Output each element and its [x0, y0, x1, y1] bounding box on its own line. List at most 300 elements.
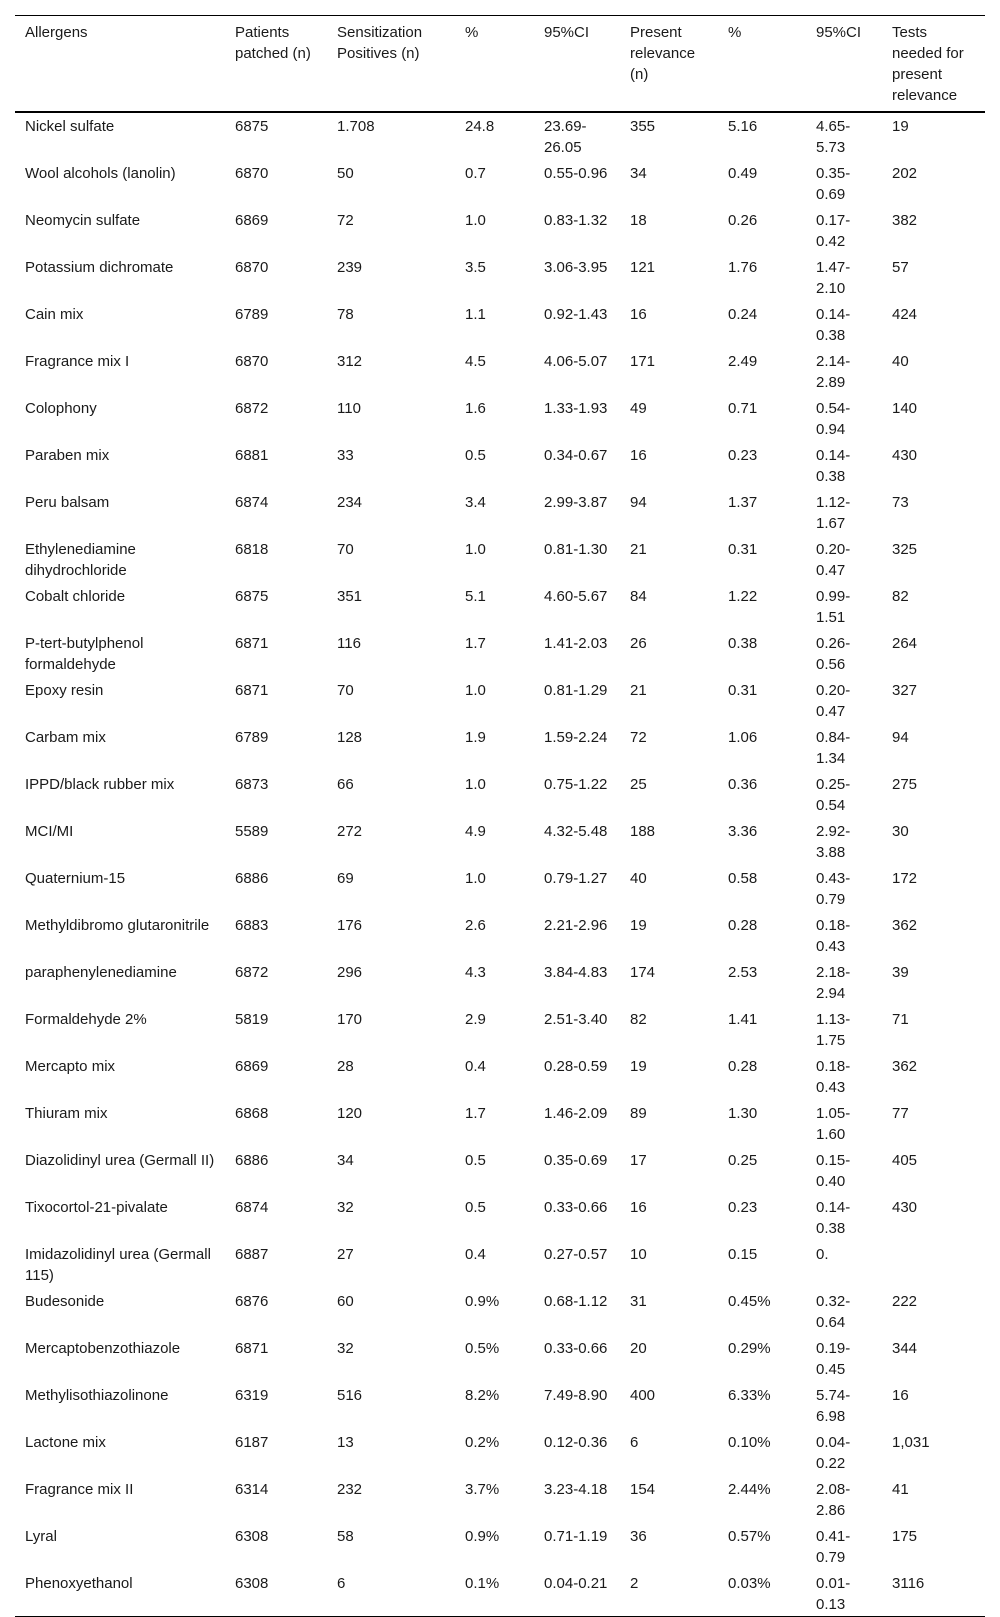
patients-patched-cell: 6871: [235, 682, 269, 699]
relevance-percent-cell: 0.24: [728, 306, 758, 323]
tests-needed-cell: 275: [892, 776, 918, 793]
sensitization-ci-cell: 4.32-5.48: [544, 823, 608, 840]
tests-needed-cell: 430: [892, 1199, 918, 1216]
sensitization-ci-cell: 0.34-0.67: [544, 447, 608, 464]
relevance-percent-cell: 0.28: [728, 917, 758, 934]
present-relevance-cell: 84: [630, 588, 647, 605]
sensitization-ci-cell: 3.84-4.83: [544, 964, 608, 981]
header-relevance-percent: %: [728, 24, 742, 41]
sensitization-percent-cell: 8.2%: [465, 1387, 500, 1404]
present-relevance-cell: 40: [630, 870, 647, 887]
patients-patched-cell: 6187: [235, 1434, 269, 1451]
patients-patched-cell: 6872: [235, 964, 269, 981]
sensitization-positives-cell: 110: [337, 400, 361, 417]
relevance-percent-cell: 0.49: [728, 165, 758, 182]
table-row: [15, 1240, 985, 1287]
relevance-percent-cell: 0.03%: [728, 1575, 771, 1592]
sensitization-positives-cell: 27: [337, 1246, 354, 1263]
present-relevance-cell: 16: [630, 1199, 647, 1216]
header-row: [15, 16, 985, 113]
patients-patched-cell: 6870: [235, 165, 269, 182]
relevance-percent-cell: 0.31: [728, 682, 758, 699]
table-row: [15, 958, 985, 1005]
sensitization-percent-cell: 4.3: [465, 964, 486, 981]
relevance-percent-cell: 0.10%: [728, 1434, 771, 1451]
sensitization-percent-cell: 2.9: [465, 1011, 486, 1028]
table-row: [15, 1146, 985, 1193]
present-relevance-cell: 25: [630, 776, 647, 793]
patients-patched-cell: 6876: [235, 1293, 269, 1310]
sensitization-percent-cell: 5.1: [465, 588, 486, 605]
sensitization-percent-cell: 24.8: [465, 118, 495, 135]
relevance-ci-cell: 0.15-0.40: [816, 1152, 851, 1190]
relevance-ci-cell: 0.01-0.13: [816, 1575, 851, 1613]
allergen-cell: Carbam mix: [25, 729, 106, 746]
allergen-cell: Diazolidinyl urea (Germall II): [25, 1152, 215, 1169]
sensitization-positives-cell: 70: [337, 541, 354, 558]
present-relevance-cell: 36: [630, 1528, 647, 1545]
allergen-table-container: [15, 15, 985, 1617]
table-row: [15, 1052, 985, 1099]
sensitization-ci-cell: 7.49-8.90: [544, 1387, 608, 1404]
present-relevance-cell: 31: [630, 1293, 647, 1310]
relevance-ci-cell: 0.99-1.51: [816, 588, 851, 626]
present-relevance-cell: 19: [630, 917, 647, 934]
sensitization-percent-cell: 1.0: [465, 212, 486, 229]
present-relevance-cell: 18: [630, 212, 647, 229]
present-relevance-cell: 355: [630, 118, 656, 135]
sensitization-positives-cell: 70: [337, 682, 354, 699]
sensitization-ci-cell: 0.68-1.12: [544, 1293, 608, 1310]
tests-needed-cell: 405: [892, 1152, 918, 1169]
present-relevance-cell: 6: [630, 1434, 639, 1451]
patients-patched-cell: 5589: [235, 823, 269, 840]
relevance-percent-cell: 0.58: [728, 870, 758, 887]
table-row: [15, 629, 985, 676]
patients-patched-cell: 6789: [235, 306, 269, 323]
sensitization-percent-cell: 0.5: [465, 1152, 486, 1169]
sensitization-ci-cell: 1.33-1.93: [544, 400, 608, 417]
table-row: [15, 1005, 985, 1052]
relevance-percent-cell: 1.22: [728, 588, 758, 605]
tests-needed-cell: 325: [892, 541, 918, 558]
sensitization-ci-cell: 0.27-0.57: [544, 1246, 608, 1263]
relevance-ci-cell: 0.19-0.45: [816, 1340, 851, 1378]
allergen-cell: Mercapto mix: [25, 1058, 116, 1075]
sensitization-ci-cell: 0.35-0.69: [544, 1152, 608, 1169]
sensitization-positives-cell: 60: [337, 1293, 354, 1310]
tests-needed-cell: 1,031: [892, 1434, 930, 1451]
table-row: [15, 112, 985, 159]
tests-needed-cell: 40: [892, 353, 909, 370]
tests-needed-cell: 3116: [892, 1575, 925, 1592]
relevance-ci-cell: 0.25-0.54: [816, 776, 851, 814]
relevance-percent-cell: 0.29%: [728, 1340, 771, 1357]
relevance-ci-cell: 0.84-1.34: [816, 729, 851, 767]
patients-patched-cell: 6873: [235, 776, 269, 793]
allergen-cell: Fragrance mix II: [25, 1481, 134, 1498]
header-present-relevance: Present relevance (n): [630, 24, 696, 83]
header-sensitization-percent: %: [465, 24, 479, 41]
sensitization-positives-cell: 58: [337, 1528, 354, 1545]
sensitization-ci-cell: 0.71-1.19: [544, 1528, 608, 1545]
patients-patched-cell: 6874: [235, 494, 269, 511]
relevance-percent-cell: 2.53: [728, 964, 758, 981]
tests-needed-cell: 344: [892, 1340, 918, 1357]
present-relevance-cell: 174: [630, 964, 656, 981]
sensitization-ci-cell: 0.75-1.22: [544, 776, 608, 793]
sensitization-ci-cell: 0.81-1.30: [544, 541, 608, 558]
sensitization-ci-cell: 2.99-3.87: [544, 494, 608, 511]
tests-needed-cell: 82: [892, 588, 909, 605]
relevance-ci-cell: 1.47-2.10: [816, 259, 851, 297]
patients-patched-cell: 6869: [235, 212, 269, 229]
sensitization-ci-cell: 23.69-26.05: [544, 118, 587, 156]
allergen-cell: Colophony: [25, 400, 97, 417]
allergen-cell: Fragrance mix I: [25, 353, 130, 370]
relevance-percent-cell: 2.44%: [728, 1481, 771, 1498]
relevance-ci-cell: 0.26-0.56: [816, 635, 851, 673]
tests-needed-cell: 19: [892, 118, 909, 135]
sensitization-positives-cell: 50: [337, 165, 354, 182]
sensitization-positives-cell: 6: [337, 1575, 346, 1592]
tests-needed-cell: 30: [892, 823, 909, 840]
sensitization-positives-cell: 72: [337, 212, 354, 229]
table-row: [15, 347, 985, 394]
sensitization-percent-cell: 0.5%: [465, 1340, 500, 1357]
tests-needed-cell: 202: [892, 165, 918, 182]
sensitization-ci-cell: 0.92-1.43: [544, 306, 608, 323]
tests-needed-cell: 94: [892, 729, 909, 746]
tests-needed-cell: 16: [892, 1387, 909, 1404]
tests-needed-cell: 71: [892, 1011, 909, 1028]
patients-patched-cell: 6871: [235, 635, 269, 652]
sensitization-positives-cell: 516: [337, 1387, 363, 1404]
present-relevance-cell: 19: [630, 1058, 647, 1075]
relevance-percent-cell: 0.57%: [728, 1528, 771, 1545]
patients-patched-cell: 6870: [235, 259, 269, 276]
sensitization-positives-cell: 312: [337, 353, 363, 370]
relevance-ci-cell: 0.14-0.38: [816, 1199, 851, 1237]
sensitization-percent-cell: 3.4: [465, 494, 486, 511]
sensitization-percent-cell: 4.5: [465, 353, 486, 370]
allergen-cell: Ethylenediamine dihydrochloride: [25, 541, 136, 579]
sensitization-percent-cell: 1.0: [465, 682, 486, 699]
relevance-ci-cell: 1.12-1.67: [816, 494, 851, 532]
sensitization-percent-cell: 1.9: [465, 729, 486, 746]
allergen-cell: Methylisothiazolinone: [25, 1387, 169, 1404]
relevance-percent-cell: 0.38: [728, 635, 758, 652]
table-row: [15, 582, 985, 629]
sensitization-positives-cell: 239: [337, 259, 363, 276]
allergen-cell: IPPD/black rubber mix: [25, 776, 175, 793]
table-row: [15, 159, 985, 206]
allergen-cell: Epoxy resin: [25, 682, 104, 699]
relevance-percent-cell: 1.30: [728, 1105, 758, 1122]
header-sensitization-positives: Sensitization Positives (n): [337, 24, 423, 62]
relevance-percent-cell: 0.25: [728, 1152, 758, 1169]
relevance-percent-cell: 2.49: [728, 353, 758, 370]
allergen-cell: Neomycin sulfate: [25, 212, 141, 229]
relevance-ci-cell: 0.18-0.43: [816, 917, 851, 955]
sensitization-ci-cell: 0.83-1.32: [544, 212, 608, 229]
tests-needed-cell: 77: [892, 1105, 909, 1122]
present-relevance-cell: 89: [630, 1105, 647, 1122]
patients-patched-cell: 6874: [235, 1199, 269, 1216]
allergen-cell: MCI/MI: [25, 823, 74, 840]
patients-patched-cell: 6314: [235, 1481, 269, 1498]
allergen-cell: Mercaptobenzothiazole: [25, 1340, 181, 1357]
patients-patched-cell: 6319: [235, 1387, 269, 1404]
sensitization-ci-cell: 0.04-0.21: [544, 1575, 608, 1592]
sensitization-percent-cell: 1.0: [465, 776, 486, 793]
tests-needed-cell: 264: [892, 635, 918, 652]
table-row: [15, 770, 985, 817]
relevance-ci-cell: 0.: [816, 1246, 829, 1263]
patients-patched-cell: 6875: [235, 588, 269, 605]
sensitization-ci-cell: 0.28-0.59: [544, 1058, 608, 1075]
header-relevance-ci: 95%CI: [816, 24, 862, 41]
relevance-ci-cell: 2.18-2.94: [816, 964, 851, 1002]
tests-needed-cell: 424: [892, 306, 918, 323]
table-row: [15, 911, 985, 958]
relevance-percent-cell: 5.16: [728, 118, 758, 135]
table-row: [15, 253, 985, 300]
present-relevance-cell: 82: [630, 1011, 647, 1028]
allergen-cell: Imidazolidinyl urea (Germall 115): [25, 1246, 211, 1284]
tests-needed-cell: 41: [892, 1481, 909, 1498]
sensitization-ci-cell: 2.21-2.96: [544, 917, 608, 934]
allergen-cell: Thiuram mix: [25, 1105, 108, 1122]
table-row: [15, 1287, 985, 1334]
relevance-percent-cell: 6.33%: [728, 1387, 771, 1404]
relevance-ci-cell: 1.13-1.75: [816, 1011, 851, 1049]
allergen-cell: Lactone mix: [25, 1434, 106, 1451]
sensitization-percent-cell: 3.7%: [465, 1481, 500, 1498]
relevance-percent-cell: 0.36: [728, 776, 758, 793]
relevance-percent-cell: 1.76: [728, 259, 758, 276]
relevance-ci-cell: 0.14-0.38: [816, 447, 851, 485]
allergen-cell: Phenoxyethanol: [25, 1575, 133, 1592]
patients-patched-cell: 6886: [235, 1152, 269, 1169]
tests-needed-cell: [882, 1240, 985, 1287]
sensitization-positives-cell: 78: [337, 306, 354, 323]
allergen-cell: Nickel sulfate: [25, 118, 115, 135]
relevance-percent-cell: 0.71: [728, 400, 758, 417]
sensitization-percent-cell: 2.6: [465, 917, 486, 934]
sensitization-ci-cell: 1.59-2.24: [544, 729, 608, 746]
relevance-percent-cell: 1.37: [728, 494, 758, 511]
table-row: [15, 1475, 985, 1522]
header-patients-patched: Patients patched (n): [235, 24, 311, 62]
patients-patched-cell: 6308: [235, 1575, 269, 1592]
sensitization-ci-cell: 0.33-0.66: [544, 1340, 608, 1357]
table-row: [15, 1428, 985, 1475]
header-tests-needed: Tests needed for present relevance: [892, 24, 964, 104]
relevance-percent-cell: 0.23: [728, 1199, 758, 1216]
sensitization-positives-cell: 296: [337, 964, 363, 981]
sensitization-ci-cell: 4.06-5.07: [544, 353, 608, 370]
allergen-cell: Quaternium-15: [25, 870, 126, 887]
allergen-cell: Formaldehyde 2%: [25, 1011, 147, 1028]
relevance-percent-cell: 0.15: [728, 1246, 758, 1263]
allergen-cell: Peru balsam: [25, 494, 110, 511]
sensitization-positives-cell: 232: [337, 1481, 363, 1498]
sensitization-positives-cell: 69: [337, 870, 354, 887]
relevance-ci-cell: 2.92-3.88: [816, 823, 851, 861]
sensitization-percent-cell: 1.6: [465, 400, 486, 417]
sensitization-percent-cell: 0.5: [465, 1199, 486, 1216]
tests-needed-cell: 140: [892, 400, 918, 417]
relevance-ci-cell: 1.05-1.60: [816, 1105, 851, 1143]
sensitization-ci-cell: 0.33-0.66: [544, 1199, 608, 1216]
relevance-ci-cell: 0.54-0.94: [816, 400, 851, 438]
present-relevance-cell: 20: [630, 1340, 647, 1357]
relevance-percent-cell: 0.45%: [728, 1293, 771, 1310]
present-relevance-cell: 154: [630, 1481, 656, 1498]
table-row: [15, 676, 985, 723]
sensitization-percent-cell: 1.0: [465, 541, 486, 558]
allergen-cell: Cobalt chloride: [25, 588, 126, 605]
patients-patched-cell: 6869: [235, 1058, 269, 1075]
sensitization-positives-cell: 33: [337, 447, 354, 464]
tests-needed-cell: 430: [892, 447, 918, 464]
table-row: [15, 817, 985, 864]
relevance-percent-cell: 3.36: [728, 823, 758, 840]
table-body: [15, 112, 985, 1617]
relevance-ci-cell: 0.20-0.47: [816, 541, 851, 579]
relevance-percent-cell: 0.26: [728, 212, 758, 229]
tests-needed-cell: 327: [892, 682, 918, 699]
sensitization-positives-cell: 34: [337, 1152, 354, 1169]
relevance-ci-cell: 0.41-0.79: [816, 1528, 851, 1566]
relevance-percent-cell: 0.28: [728, 1058, 758, 1075]
relevance-ci-cell: 0.20-0.47: [816, 682, 851, 720]
table-row: [15, 1334, 985, 1381]
sensitization-positives-cell: 170: [337, 1011, 363, 1028]
tests-needed-cell: 362: [892, 917, 918, 934]
sensitization-percent-cell: 1.7: [465, 1105, 486, 1122]
sensitization-positives-cell: 234: [337, 494, 363, 511]
sensitization-percent-cell: 4.9: [465, 823, 486, 840]
sensitization-percent-cell: 3.5: [465, 259, 486, 276]
present-relevance-cell: 16: [630, 306, 647, 323]
sensitization-percent-cell: 0.7: [465, 165, 486, 182]
patients-patched-cell: 6872: [235, 400, 269, 417]
table-row: [15, 394, 985, 441]
present-relevance-cell: 10: [630, 1246, 647, 1263]
relevance-ci-cell: 0.43-0.79: [816, 870, 851, 908]
allergen-cell: Paraben mix: [25, 447, 110, 464]
header-sensitization-ci: 95%CI: [544, 24, 590, 41]
present-relevance-cell: 17: [630, 1152, 647, 1169]
present-relevance-cell: 2: [630, 1575, 639, 1592]
sensitization-positives-cell: 32: [337, 1199, 354, 1216]
sensitization-ci-cell: 1.46-2.09: [544, 1105, 608, 1122]
sensitization-percent-cell: 1.7: [465, 635, 486, 652]
present-relevance-cell: 21: [630, 541, 647, 558]
sensitization-ci-cell: 4.60-5.67: [544, 588, 608, 605]
sensitization-positives-cell: 28: [337, 1058, 354, 1075]
sensitization-percent-cell: 1.1: [465, 306, 486, 323]
sensitization-percent-cell: 0.9%: [465, 1293, 500, 1310]
sensitization-positives-cell: 13: [337, 1434, 354, 1451]
table-header: [15, 16, 985, 113]
tests-needed-cell: 57: [892, 259, 909, 276]
allergen-cell: Lyral: [25, 1528, 57, 1545]
sensitization-percent-cell: 0.1%: [465, 1575, 500, 1592]
sensitization-ci-cell: 0.81-1.29: [544, 682, 608, 699]
present-relevance-cell: 94: [630, 494, 647, 511]
table-row: [15, 488, 985, 535]
present-relevance-cell: 121: [630, 259, 656, 276]
table-row: [15, 723, 985, 770]
present-relevance-cell: 26: [630, 635, 647, 652]
relevance-ci-cell: 4.65-5.73: [816, 118, 851, 156]
patients-patched-cell: 6868: [235, 1105, 269, 1122]
patients-patched-cell: 6871: [235, 1340, 269, 1357]
sensitization-percent-cell: 0.2%: [465, 1434, 500, 1451]
present-relevance-cell: 34: [630, 165, 647, 182]
sensitization-positives-cell: 116: [337, 635, 361, 652]
relevance-percent-cell: 0.23: [728, 447, 758, 464]
relevance-ci-cell: 0.17-0.42: [816, 212, 851, 250]
allergen-table: [15, 15, 985, 1617]
present-relevance-cell: 49: [630, 400, 647, 417]
sensitization-positives-cell: 351: [337, 588, 363, 605]
sensitization-ci-cell: 2.51-3.40: [544, 1011, 608, 1028]
sensitization-positives-cell: 120: [337, 1105, 363, 1122]
sensitization-ci-cell: 0.79-1.27: [544, 870, 608, 887]
table-row: [15, 441, 985, 488]
patients-patched-cell: 6308: [235, 1528, 269, 1545]
sensitization-ci-cell: 0.55-0.96: [544, 165, 608, 182]
tests-needed-cell: 172: [892, 870, 918, 887]
table-row: [15, 206, 985, 253]
patients-patched-cell: 6887: [235, 1246, 269, 1263]
table-row: [15, 1193, 985, 1240]
table-row: [15, 1569, 985, 1617]
sensitization-ci-cell: 3.23-4.18: [544, 1481, 608, 1498]
allergen-cell: paraphenylenediamine: [25, 964, 177, 981]
allergen-cell: Potassium dichromate: [25, 259, 174, 276]
relevance-ci-cell: 2.08-2.86: [816, 1481, 851, 1519]
allergen-cell: Budesonide: [25, 1293, 105, 1310]
tests-needed-cell: 362: [892, 1058, 918, 1075]
sensitization-ci-cell: 3.06-3.95: [544, 259, 608, 276]
sensitization-ci-cell: 0.12-0.36: [544, 1434, 608, 1451]
sensitization-positives-cell: 32: [337, 1340, 354, 1357]
relevance-ci-cell: 0.18-0.43: [816, 1058, 851, 1096]
sensitization-positives-cell: 1.708: [337, 118, 375, 135]
sensitization-positives-cell: 176: [337, 917, 363, 934]
relevance-ci-cell: 5.74-6.98: [816, 1387, 851, 1425]
table-row: [15, 864, 985, 911]
relevance-ci-cell: 2.14-2.89: [816, 353, 851, 391]
relevance-ci-cell: 0.04-0.22: [816, 1434, 851, 1472]
patients-patched-cell: 6789: [235, 729, 269, 746]
patients-patched-cell: 6886: [235, 870, 269, 887]
sensitization-percent-cell: 0.4: [465, 1246, 486, 1263]
relevance-ci-cell: 0.14-0.38: [816, 306, 851, 344]
header-allergens: Allergens: [25, 24, 88, 41]
relevance-percent-cell: 0.31: [728, 541, 758, 558]
table-row: [15, 300, 985, 347]
allergen-cell: Cain mix: [25, 306, 84, 323]
relevance-ci-cell: 0.35-0.69: [816, 165, 851, 203]
relevance-ci-cell: 0.32-0.64: [816, 1293, 851, 1331]
sensitization-percent-cell: 0.4: [465, 1058, 486, 1075]
